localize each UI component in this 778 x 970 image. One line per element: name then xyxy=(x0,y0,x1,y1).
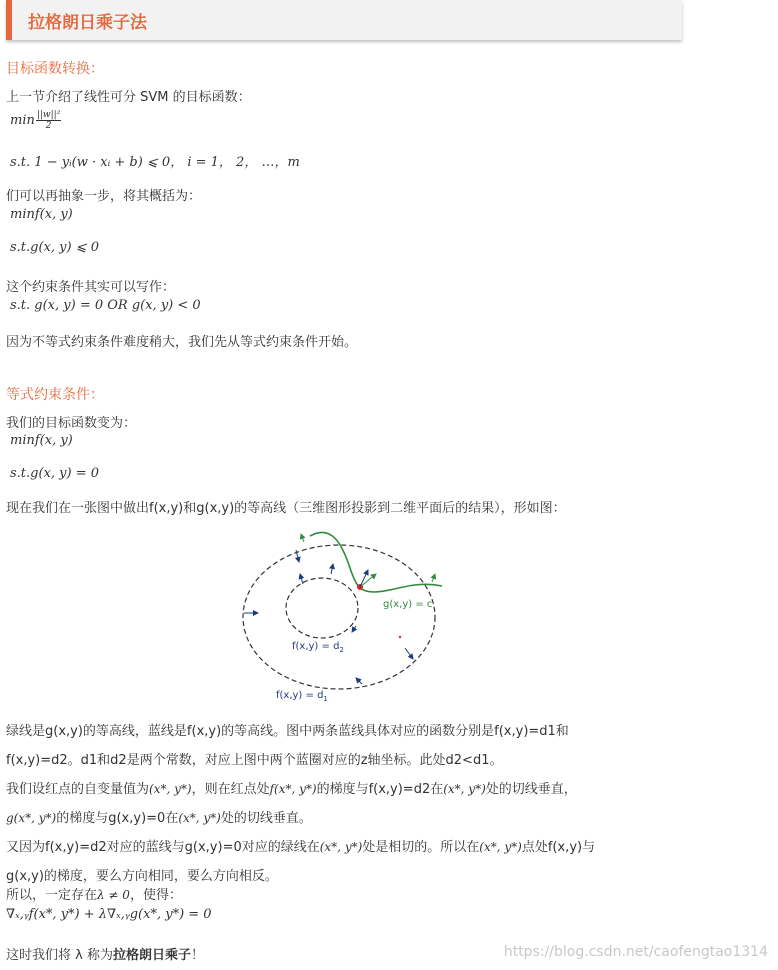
exp-line4-b: 处的切线垂直。 xyxy=(220,811,312,826)
math-xy-1: (x*, y*) xyxy=(149,782,192,796)
conclusion-term: 拉格朗日乘子 xyxy=(112,948,191,963)
f-gradient-arrow xyxy=(352,626,356,632)
f-gradient-arrow xyxy=(405,648,413,659)
gradient-equation: ∇ₓ,ᵧf(x*, y*) + λ∇ₓ,ᵧg(x*, y*) = 0 xyxy=(6,907,212,922)
exp-line4-a: 的梯度与g(x,y)=0在 xyxy=(56,811,179,826)
obj-fraction xyxy=(36,110,61,131)
conclusion-c: ！ xyxy=(190,948,204,963)
exp-line4 xyxy=(6,804,686,833)
math-fxy: f(x*, y*) xyxy=(269,782,317,796)
abstract-objective: minf(x, y) xyxy=(10,207,73,222)
label-f-d2 xyxy=(292,641,344,654)
abstract-text: 们可以再抽象一步，将其概括为： xyxy=(6,189,202,204)
label-f-d1-text: f(x,y) = d xyxy=(276,690,324,701)
contour-figure xyxy=(236,522,452,706)
svm-constraint: s.t. 1 − yᵢ(w · xᵢ + b) ⩽ 0， i = 1， 2， …，m xyxy=(10,155,300,170)
abstract-constraint: s.t.g(x, y) ⩽ 0 xyxy=(10,240,99,255)
exp-line3-a: 我们设红点的自变量值为 xyxy=(6,782,150,797)
rewrite-text: 这个约束条件其实可以写作： xyxy=(6,280,176,295)
exp-line3-c: 的梯度与f(x,y)=d2在 xyxy=(316,782,444,797)
exp-line6: g(x,y)的梯度，要么方向相同，要么方向相反。 xyxy=(6,869,278,884)
conclusion xyxy=(6,944,204,963)
explanation-paragraph xyxy=(6,717,686,891)
obj-numerator: ||w||² xyxy=(36,110,61,120)
math-xy-3: (x*, y*) xyxy=(178,811,221,825)
section1-intro: 上一节介绍了线性可分 SVM 的目标函数： xyxy=(6,90,251,105)
g-gradient-arrow xyxy=(301,534,304,542)
section1-heading: 目标函数转换： xyxy=(6,61,104,77)
svm-objective xyxy=(10,110,61,131)
eq-constraint: s.t.g(x, y) = 0 xyxy=(10,466,99,481)
eq-objective: minf(x, y) xyxy=(10,433,73,448)
math-gxy: g(x*, y*) xyxy=(6,811,57,825)
exp-line5-b: 处是相切的。所以在 xyxy=(362,840,480,855)
label-g-contour: g(x,y) = c xyxy=(383,599,433,610)
exists-lambda-b: ，使得： xyxy=(129,888,182,903)
obj-min: min xyxy=(10,113,35,128)
conclusion-a: 这时我们将 λ 称为 xyxy=(6,948,113,963)
start-text: 因为不等式约束条件难度稍大，我们先从等式约束条件开始。 xyxy=(6,335,358,350)
watermark: https://blog.csdn.net/caofengtao1314 xyxy=(503,944,768,960)
contour-d1 xyxy=(243,545,435,689)
contour-d2 xyxy=(286,578,358,638)
label-f-d1-sub: 1 xyxy=(323,695,328,703)
math-xy-2: (x*, y*) xyxy=(443,782,486,796)
label-f-d1 xyxy=(276,690,328,703)
exists-lambda xyxy=(6,884,182,903)
exp-line5-c: 点处f(x,y)与 xyxy=(521,840,596,855)
math-xy-4: (x*, y*) xyxy=(319,840,363,854)
constraint-curve xyxy=(310,532,442,592)
section2-intro: 我们的目标函数变为： xyxy=(6,416,137,431)
exp-line3 xyxy=(6,775,686,804)
rewrite-formula: s.t. g(x, y) = 0 OR g(x, y) < 0 xyxy=(10,298,201,313)
exp-line3-b: ，则在红点处 xyxy=(191,782,270,797)
title-bar xyxy=(6,0,682,40)
contour-text: 现在我们在一张图中做出f(x,y)和g(x,y)的等高线（三维图形投影到二维平面后的结果），形如图： xyxy=(6,501,566,516)
f-gradient-arrow xyxy=(331,564,333,574)
f-gradient-arrow xyxy=(300,574,303,584)
red-dot xyxy=(399,636,401,638)
section2-heading: 等式约束条件： xyxy=(6,387,104,403)
label-f-d2-sub: 2 xyxy=(339,646,344,654)
label-f-d2-text: f(x,y) = d xyxy=(292,641,340,652)
exp-line5-a: 又因为f(x,y)=d2对应的蓝线与g(x,y)=0对应的绿线在 xyxy=(6,840,320,855)
obj-denominator: 2 xyxy=(45,121,52,131)
exp-line3-d: 处的切线垂直， xyxy=(485,782,577,797)
exp-line2: f(x,y)=d2。d1和d2是两个常数，对应上图中两个蓝圈对应的z轴坐标。此处d2<d1。 xyxy=(6,753,503,768)
g-gradient-arrow xyxy=(360,574,376,587)
math-xy-5: (x*, y*) xyxy=(479,840,522,854)
exists-lambda-a: 所以，一定存在 xyxy=(6,888,98,903)
f-gradient-arrow xyxy=(356,678,362,684)
exp-line1: 绿线是g(x,y)的等高线，蓝线是f(x,y)的等高线。图中两条蓝线具体对应的函数分别是f(x,y)=d1和 xyxy=(6,724,569,739)
page-title: 拉格朗日乘子法 xyxy=(28,13,147,33)
math-lambda: λ ≠ 0 xyxy=(97,888,130,902)
exp-line5 xyxy=(6,833,686,862)
g-gradient-arrow xyxy=(432,574,435,582)
f-gradient-arrow xyxy=(360,570,368,587)
